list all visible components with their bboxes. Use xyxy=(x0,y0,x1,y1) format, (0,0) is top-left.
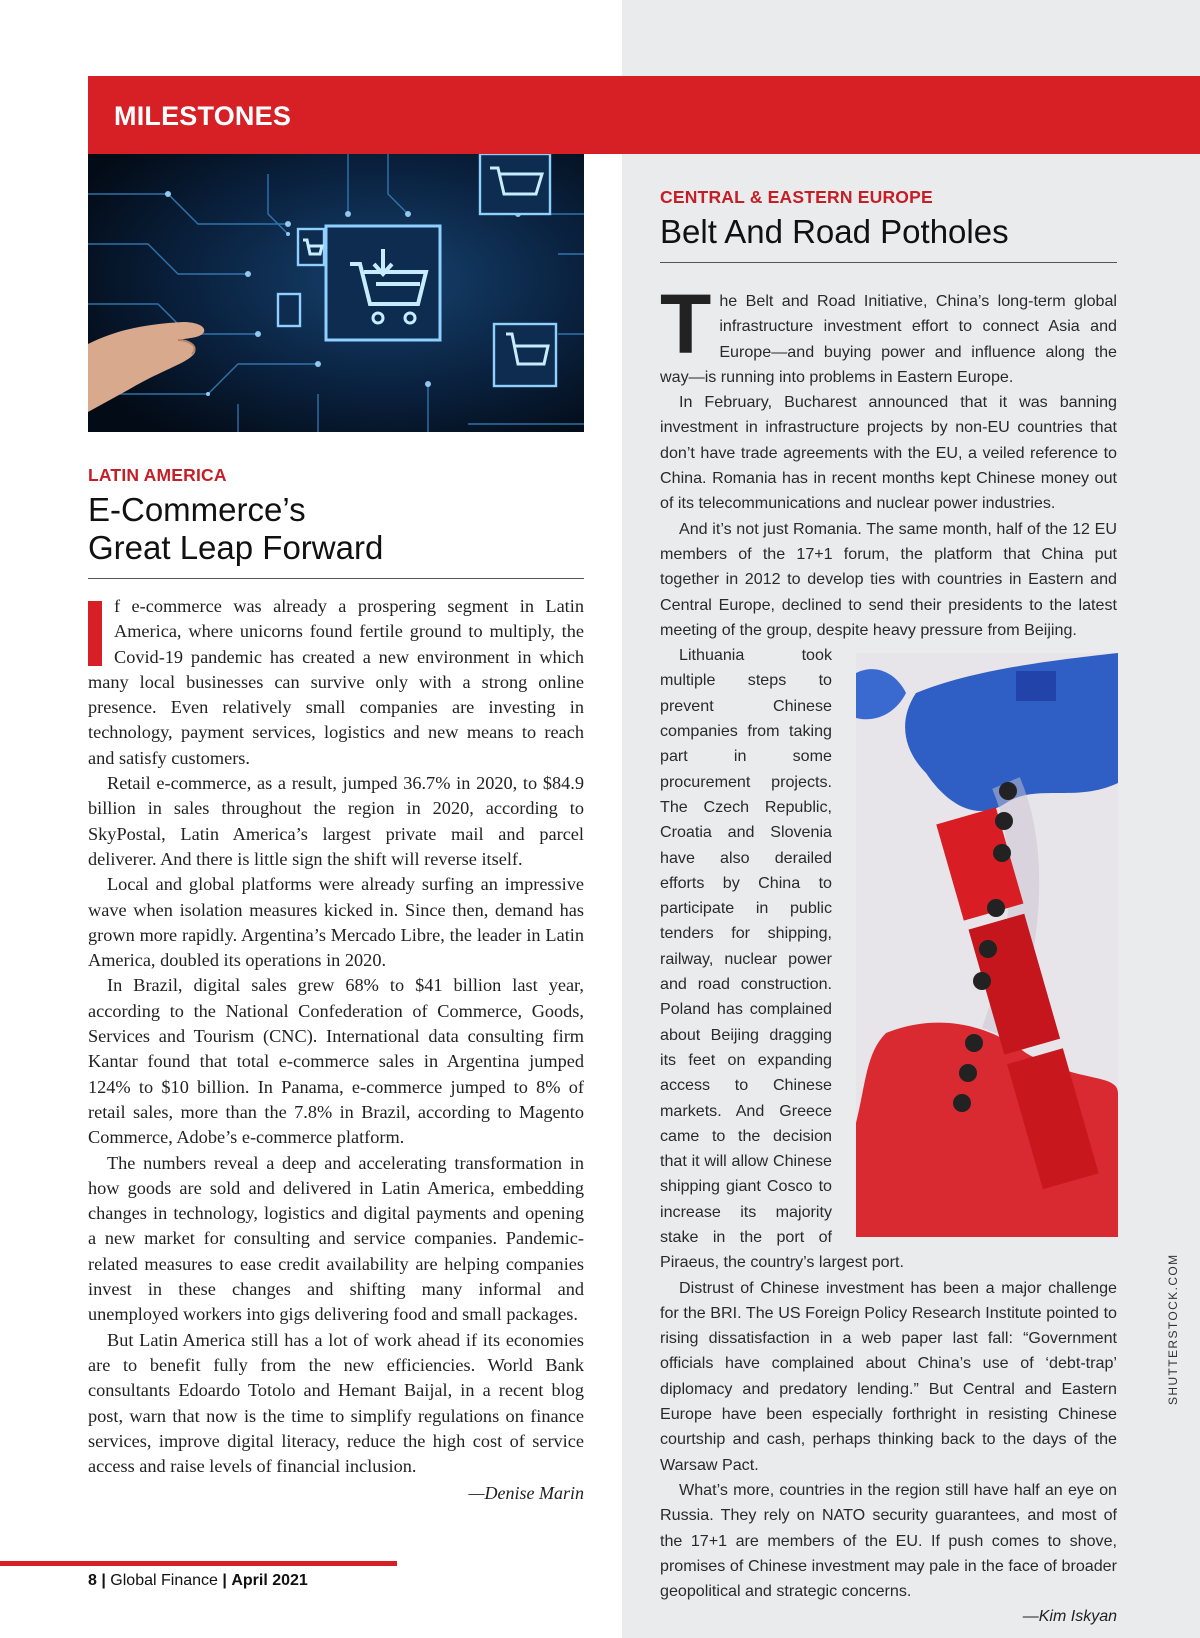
left-paragraph-1-text: f e-commerce was already a prospering segment in Latin America, where unicorns found fertile ground to multiply, the Covid-19 pandemic has created a new environment in which many local businesses can survive only with a strong online presence. Even relatively small companies are investing in technology, payment services, logistics and new means to reach and satisfy customers. xyxy=(88,596,584,768)
right-headline-rule xyxy=(660,262,1117,263)
right-article-byline: —Kim Iskyan xyxy=(1022,1608,1117,1626)
right-dropcap: T xyxy=(660,277,712,371)
left-article-kicker: LATIN AMERICA xyxy=(88,465,227,485)
left-headline-rule xyxy=(88,578,584,579)
left-dropcap-bar xyxy=(88,601,102,666)
right-paragraph-5: Distrust of Chinese investment has been a major challenge for the BRI. The US Foreign Policy Research Institute pointed to rising dissatisfaction in a web paper last fall: “Government officials have complained about China’s use of ‘debt-trap’ diplomacy and predatory lending.” But Central and Eastern Europe have been especially forthright in resisting Chinese courtship and cash, perhaps thinking back to the days of the Warsaw Pact. xyxy=(660,1278,1117,1474)
page-number: 8 xyxy=(88,1572,97,1589)
page-footer xyxy=(88,1572,308,1590)
left-article-body xyxy=(88,594,584,1479)
left-paragraph-2: Retail e-commerce, as a result, jumped 36.7% in 2020, to $84.9 billion in sales throughout the region in 2020, according to SkyPostal, Latin America’s largest private mail and parcel deliverer. And there is little sign the shift will reverse itself. xyxy=(88,773,584,869)
section-banner xyxy=(88,76,1200,154)
left-paragraph-4: In Brazil, digital sales grew 68% to $41 billion last year, according to the National Confederation of Commerce, Goods, Services and Tourism (CNC). International data consulting firm Kantar found that total e-commerce sales in Argentina jumped 124% to $10 billion. In Panama, e-commerce jumped to 8% of retail sales, more than the 7.8% in Brazil, according to Magento Commerce, Adobe’s e-commerce platform. xyxy=(88,975,584,1148)
right-article xyxy=(660,186,1117,1626)
left-paragraph-6: But Latin America still has a lot of work ahead if its economies are to benefit fully from the new efficiencies. World Bank consultants Edoardo Totolo and Hemant Baijal, in a recent blog post, warn that now is the time to simplify regulations on finance services, improve digital literacy, reduce the high cost of service access and raise levels of financial inclusion. xyxy=(88,1329,584,1477)
footer-separator-1: | xyxy=(101,1572,106,1589)
right-article-headline: Belt And Road Potholes xyxy=(660,213,1009,250)
left-paragraph-1 xyxy=(88,594,584,771)
ecommerce-photo xyxy=(88,154,584,432)
left-paragraph-3: Local and global platforms were already surfing an impressive wave when isolation measures kicked in. Since then, demand has grown more rapidly. Argentina’s Mercado Libre, the leader in Latin America, doubled its operations in 2020. xyxy=(88,874,584,971)
right-paragraph-4: Lithuania took multiple steps to prevent Chinese companies from taking part in some procurement projects. The Czech Republic, Croatia and Slovenia have also derailed efforts by China to participate in public tenders for shipping, railway, nuclear power and road construction. Poland has complained about Beijing dragging its feet on expanding access to Chinese markets. And Greece came to the decision that it will allow Chinese shipping giant Cosco to increase its majority stake in the port of Piraeus, the country’s largest port. xyxy=(660,646,904,1272)
right-article-body xyxy=(660,277,1117,1604)
left-article xyxy=(88,464,584,1504)
right-paragraph-1-text: he Belt and Road Initiative, China’s long-term global infrastructure investment effort to connect Asia and Europe—and buying power and influence along the way—is running into problems in Eastern Europe. xyxy=(660,292,1117,386)
left-article-byline: —Denise Marin xyxy=(468,1483,584,1504)
right-article-kicker: CENTRAL & EASTERN EUROPE xyxy=(660,187,933,207)
right-paragraph-6: What’s more, countries in the region still have half an eye on Russia. They rely on NATO security guarantees, and most of the 17+1 are members of the EU. If push comes to shove, promises of Chinese investment may pale in the face of broader geopolitical and strategic concerns. xyxy=(660,1480,1117,1601)
footer-separator-2: | xyxy=(222,1572,227,1589)
left-article-headline xyxy=(88,491,584,567)
toy-train-map-photo xyxy=(856,653,1118,1237)
left-paragraph-5: The numbers reveal a deep and accelerating transformation in how goods are sold and delivered in Latin America, embedding changes in technology, logistics and digital payments and opening a new market for consulting and service companies. Pandemic-related measures to ease credit availability are helping companies invest in these changes and shifting many informal and unemployed workers into gigs delivering food and small packages. xyxy=(88,1152,584,1325)
publication-name: Global Finance xyxy=(110,1572,218,1589)
footer-accent-line xyxy=(0,1561,397,1566)
left-headline-line1: E-Commerce’s xyxy=(88,491,306,528)
section-title: MILESTONES xyxy=(114,101,292,131)
issue-date: April 2021 xyxy=(231,1572,308,1589)
right-paragraph-1 xyxy=(660,277,1117,390)
right-paragraph-3: And it’s not just Romania. The same month, half of the 12 EU members of the 17+1 forum, the platform that China put together in 2012 to develop ties with countries in Eastern and Central Europe, declined to send their presidents to the latest meeting of the group, despite heavy pressure from Beijing. xyxy=(660,519,1117,639)
photo-credit: SHUTTERSTOCK.COM xyxy=(1166,1253,1180,1405)
left-headline-line2: Great Leap Forward xyxy=(88,529,384,566)
right-paragraph-2: In February, Bucharest announced that it was banning investment in infrastructure projects by non-EU countries that don’t have trade agreements with the EU, a veiled reference to China. Romania has in recent months kept Chinese money out of its telecommunications and nuclear power industries. xyxy=(660,393,1117,513)
